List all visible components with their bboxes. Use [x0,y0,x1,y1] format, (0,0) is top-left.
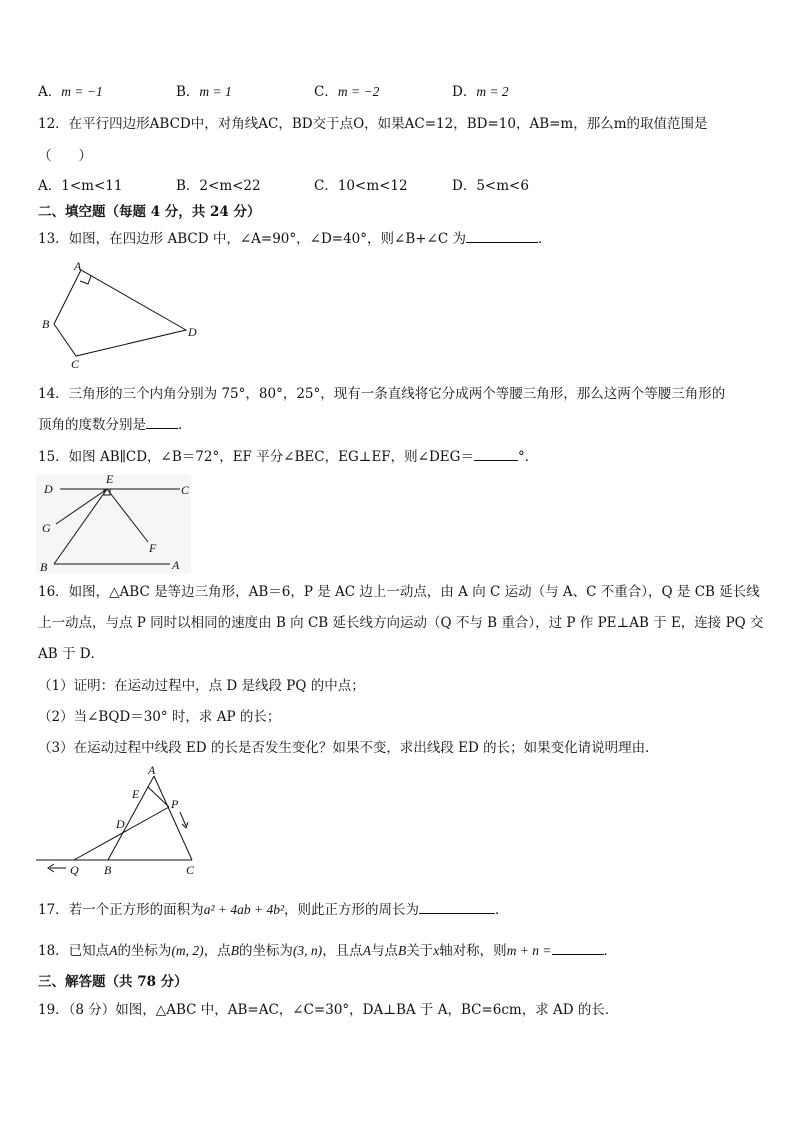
q13-label-b: B [42,317,50,331]
section-3-heading: 三、解答题（共 78 分） [38,974,188,990]
q14-stem-line2: 顶角的度数分别是 ． [38,417,192,433]
q16-stem-line2: 上一动点，与点 P 同时以相同的速度由 B 向 CB 延长线方向运动（Q 不与 B 重合），过 P 作 PE⊥AB 于 E，连接 PQ 交 [38,615,764,631]
q16-label-p: P [171,797,179,811]
q16-stem-line3: AB 于 D． [38,646,105,662]
q13-answer-blank[interactable] [466,229,538,243]
q15-label-a: A [172,558,180,572]
q15-label-c: C [181,483,190,497]
q14-stem-line1: 14．三角形的三个内角分别为 75°，80°，25°，现有一条直线将它分成两个等腰三角形，那么这两个等腰三角形的 [38,386,726,402]
q16-label-e: E [132,787,140,801]
q16-subquestion-3: （3）在运动过程中线段 ED 的长是否发生变化？如果不变，求出线段 ED 的长；如果变化请说明理由． [38,740,659,756]
q14-answer-blank[interactable] [146,415,178,429]
q18-stem: 18．已知点A的坐标为(m, 2)，点B的坐标为(3, n)，且点A与点B关于x轴对称，则m + n = ． [38,943,618,959]
q13-right-angle-mark [80,276,91,284]
q16-segment-pe [148,787,169,807]
q16-side-ab [108,776,154,860]
q16-label-q: Q [70,863,79,877]
q15-label-e: E [106,472,114,486]
q15-answer-blank[interactable] [474,447,518,461]
q12-option-a: A．1<m<11 [38,178,123,194]
section-2-heading: 二、填空题（每题 4 分，共 24 分） [38,204,261,220]
q11-option-c: C．m = −2 [314,84,380,100]
q16-side-ac [154,776,192,860]
q15-label-d: D [44,482,53,496]
q13-stem: 13．如图，在四边形 ABCD 中，∠A=90°，∠D=40°，则∠B+∠C 为 ． [38,231,552,247]
q16-subquestion-1: （1）证明：在运动过程中，点 D 是线段 PQ 的中点； [38,678,365,694]
q15-segment-ef [107,489,148,542]
q15-stem: 15．如图 AB∥CD，∠B＝72°，EF 平分∠BEC，EG⊥EF，则∠DEG＝ °． [38,449,539,465]
q16-label-d: D [116,817,125,831]
q13-quadrilateral [54,270,186,356]
q17-stem: 17．若一个正方形的面积为a² + 4ab + 4b²，则此正方形的周长为 ． [38,902,509,918]
q13-figure [36,258,206,370]
q15-segment-eg [56,489,107,524]
q15-label-f: F [149,541,157,555]
q15-label-b: B [40,560,48,574]
q15-label-g: G [42,521,51,535]
q15-figure [36,470,196,574]
q13-label-a: A [74,259,82,273]
q16-stem-line1: 16．如图，△ABC 是等边三角形，AB＝6，P 是 AC 边上一动点，由 A 向 C 运动（与 A、C 不重合），Q 是 CB 延长线 [38,584,760,600]
q13-label-d: D [188,325,197,339]
q16-arrow-p-line [180,812,186,826]
q12-stem: 12．在平行四边形ABCD中，对角线AC，BD交于点O，如果AC=12，BD=10，AB=m，那么m的取值范围是 [38,116,708,132]
q16-label-a: A [148,764,156,777]
q12-paren: （ ） [38,148,92,164]
q19-stem: 19．（8 分）如图，△ABC 中，AB=AC，∠C=30°，DA⊥BA 于 A，BC=6cm，求 AD 的长． [38,1002,619,1018]
q18-answer-blank[interactable] [552,941,604,955]
q15-segment-eb [54,489,107,564]
q13-label-c: C [71,357,80,370]
q16-label-b: B [104,863,112,877]
q16-segment-pq [74,807,169,860]
q16-subquestion-2: （2）当∠BQD＝30° 时，求 AP 的长； [38,709,281,725]
q12-option-c: C．10<m<12 [314,178,408,194]
q11-option-b: B．m = 1 [176,84,232,100]
q11-option-a: A．m = −1 [38,84,103,100]
q12-option-b: B．2<m<22 [176,178,261,194]
q17-answer-blank[interactable] [419,900,495,914]
q11-option-d: D．m = 2 [452,84,509,100]
q12-option-d: D．5<m<6 [452,178,529,194]
q16-figure [36,764,206,880]
q16-label-c: C [186,863,195,877]
